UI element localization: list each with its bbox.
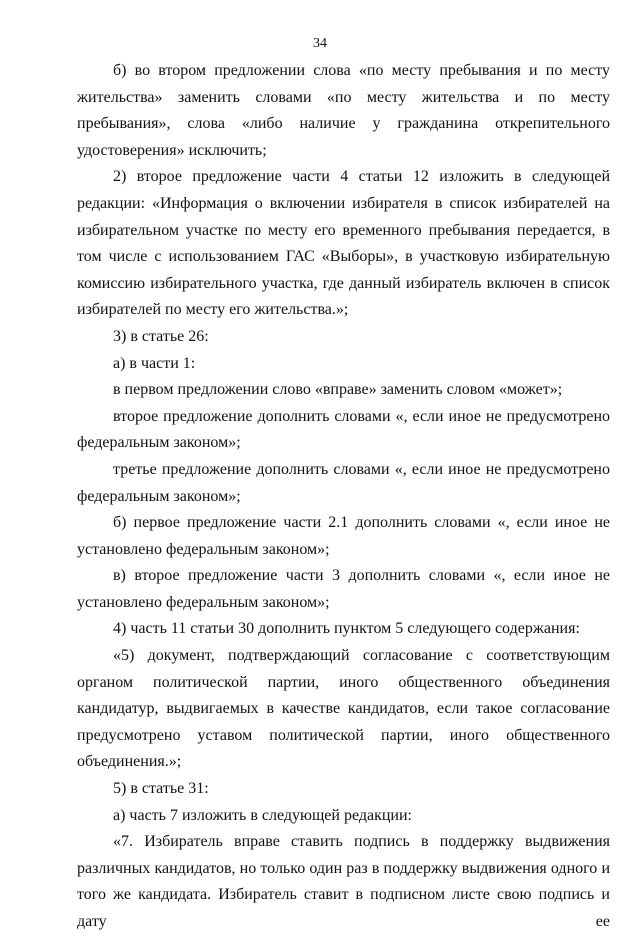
paragraph: «5) документ, подтверждающий согласование с соответствующим органом политической партии, иного общественного объединения кандидатур, выдвигаемых в качестве кандидатов, если такое согласование предусмотрено уставом политической партии, иного общественного объединения.»; [77, 647, 610, 771]
paragraph: а) в части 1: [113, 354, 196, 372]
paragraph: в) второе предложение части 3 дополнить словами «, если иное не установлено федеральным законом»; [77, 567, 610, 611]
paragraph: 3) в статье 26: [113, 327, 209, 345]
paragraph: третье предложение дополнить словами «, если иное не предусмотрено федеральным законом»; [77, 460, 610, 505]
paragraph: б) первое предложение части 2.1 дополнить словами «, если иное не установлено федеральным законом»; [77, 514, 610, 558]
document-body [77, 58, 610, 936]
paragraph: б) во втором предложении слова «по месту пребывания и по месту жительства» заменить словами «по месту жительства и по месту пребывания», слова «либо наличие у гражданина открепительного удостоверения» исключить; [77, 62, 610, 159]
paragraph: 5) в статье 31: [113, 780, 209, 798]
paragraph: «7. Избиратель вправе ставить подпись в поддержку выдвижения различных кандидатов, но только один раз в поддержку выдвижения одного и того же кандидата. Избиратель ставит в подписном листе свою подпись и дату ее [77, 833, 610, 930]
paragraph: второе предложение дополнить словами «, если иное не предусмотрено федеральным законом»; [77, 407, 610, 452]
paragraph: в первом предложении слово «вправе» заменить словом «может»; [113, 381, 563, 399]
paragraph: 4) часть 11 статьи 30 дополнить пунктом 5 следующего содержания: [113, 620, 580, 638]
page-number: 34 [313, 36, 327, 51]
paragraph: 2) второе предложение части 4 статьи 12 изложить в следующей редакции: «Информация о включении избирателя в список избирателей на избирательном участке по месту его временного пребывания передается, в том числе с использованием ГАС «Выборы», в участковую избирательную комиссию избирательного участка, где данный избиратель включен в список избирателей по месту его жительства.»; [77, 168, 610, 319]
paragraph: а) часть 7 изложить в следующей редакции: [113, 806, 412, 824]
